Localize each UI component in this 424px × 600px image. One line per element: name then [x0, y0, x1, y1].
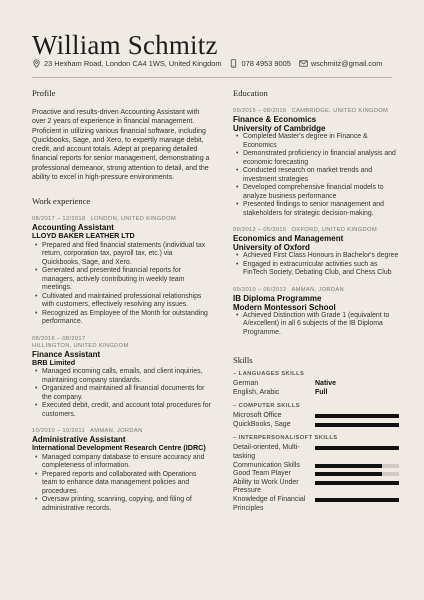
work-location: AMMAN, JORDAN [90, 428, 143, 435]
skill-row [233, 462, 403, 471]
skill-bar [315, 464, 399, 468]
skill-bar-fill [315, 498, 399, 502]
work-location: LONDON, UNITED KINGDOM [90, 216, 176, 223]
candidate-name: William Schmitz [32, 30, 218, 60]
work-bullets [32, 242, 212, 327]
list-item: • Executed debit, credit, and account total procedures for customers. [32, 402, 212, 419]
edu-degree: IB Diploma Programme [233, 293, 322, 303]
work-entry [32, 216, 212, 327]
skill-bar-fill [315, 414, 399, 418]
work-dates: 10/2010 – 10/2011 [32, 428, 86, 435]
work-org: BRB Limited [32, 357, 76, 367]
skill-bar [315, 414, 399, 418]
list-item: • Oversaw printing, scanning, copying, and filing of administrative records. [32, 496, 212, 513]
work-role: Finance Assistant [32, 349, 101, 359]
edu-dates: 09/2015 – 08/2016 [233, 108, 287, 114]
computer-head: – COMPUTER SKILLS [233, 403, 301, 410]
skill-row [233, 496, 403, 513]
interpersonal-head: – INTERPERSONAL/SOFT SKILLS [233, 435, 338, 442]
list-item: • Achieved First Class Honours in Bachelor's degree [233, 252, 403, 261]
edu-bullets [233, 312, 403, 338]
work-meta [32, 428, 212, 434]
skill-row [233, 389, 403, 398]
work-entry [32, 428, 212, 513]
email-item[interactable] [299, 59, 383, 68]
edu-bullets [233, 252, 403, 278]
edu-school: University of Cambridge [233, 124, 326, 133]
left-column [32, 88, 212, 522]
skill-label: Ability to Work Under Pressure [233, 478, 299, 495]
address-item [32, 59, 221, 68]
work-location: HILLINGTON, UNITED KINGDOM [32, 342, 129, 349]
work-dates: 08/2017 – 12/2018 [32, 216, 86, 223]
location-pin-icon [32, 59, 41, 68]
skill-row [233, 421, 403, 430]
skill-bar-fill [315, 446, 399, 450]
right-column [233, 88, 403, 513]
skill-label: QuickBooks, Sage [233, 420, 291, 428]
list-item: • Achieved Distinction with Grade 1 (equivalent to A/excellent) in all 6 subjects of the IB Diploma Programme. [233, 312, 403, 338]
skill-bar-fill [315, 423, 399, 427]
education-title: Education [233, 88, 268, 98]
skill-row [233, 412, 403, 421]
skill-row [233, 380, 403, 389]
envelope-icon [299, 59, 308, 68]
list-item: • Prepared and filed financial statements (individual tax return, corporation tax, payroll tax, etc.) via Quickbooks, Sage, and Xero. [32, 242, 212, 268]
work-org: International Development Research Centre (IDRC) [32, 443, 206, 453]
education-entry [233, 227, 403, 278]
skill-bar [315, 472, 399, 476]
list-item: • Organized and maintained all financial documents for the company. [32, 385, 212, 402]
work-title: Work experience [32, 196, 91, 207]
edu-meta [233, 108, 403, 114]
skill-bar [315, 446, 399, 450]
edu-bullets [233, 133, 403, 218]
contact-line [32, 59, 390, 68]
list-item: • Managed incoming calls, emails, and client inquiries, maintaining company standards. [32, 368, 212, 385]
skill-bar-fill [315, 472, 382, 476]
skill-row [233, 444, 403, 461]
skill-level-text: Native [315, 380, 337, 387]
list-item: • Conducted research on market trends and investment strategies [233, 167, 403, 184]
education-entry [233, 108, 403, 218]
skill-bar-fill [315, 481, 399, 485]
work-entry [32, 336, 212, 420]
phone-icon [229, 59, 238, 68]
skill-label: Detail-oriented, Multi-tasking [233, 444, 300, 460]
skill-label: Good Team Player [233, 470, 291, 478]
list-item: • Generated and presented financial reports for managers, actively contributing in weekly team meetings. [32, 267, 212, 293]
header-divider [32, 77, 392, 78]
list-item: • Developed comprehensive financial models to analyze business performance [233, 184, 403, 201]
phone-item [229, 59, 290, 68]
profile-title: Profile [32, 88, 56, 98]
work-role: Administrative Assistant [32, 435, 126, 445]
edu-school: Modern Montessori School [233, 302, 336, 312]
skill-bar [315, 498, 399, 502]
work-bullets [32, 454, 212, 514]
address-text: 23 Hexham Road, London CA4 1WS, United Kingdom [44, 59, 222, 68]
edu-location: AMMAN, JORDAN [291, 286, 344, 293]
edu-dates: 09/2010 – 06/2012 [233, 286, 287, 293]
edu-location: OXFORD, UNITED KINGDOM [291, 227, 377, 233]
skill-bar [315, 423, 399, 427]
skill-label: English, Arabic [233, 388, 280, 396]
skill-bar-fill [315, 464, 382, 468]
work-meta [32, 216, 212, 222]
edu-meta [233, 227, 403, 233]
email-text[interactable]: wschmitz@gmail.com [310, 59, 383, 68]
skill-label: German [233, 380, 259, 387]
work-org: LLOYD BAKER LEATHER LTD [32, 231, 135, 241]
list-item: • Completed Master's degree in Finance & Economics [233, 133, 403, 150]
list-item: • Prepared reports and collaborated with Operations team to enhance data management policies and procedures. [32, 471, 212, 497]
edu-degree: Finance & Economics [233, 115, 317, 124]
work-role: Accounting Assistant [32, 223, 114, 233]
skill-bar [315, 481, 399, 485]
skill-label: Microsoft Office [233, 412, 282, 420]
edu-location: CAMBRIDGE, UNITED KINGDOM [291, 108, 389, 114]
list-item: • Engaged in extracurricular activities such as FinTech Society, Debating Club, and Chess Club [233, 261, 403, 278]
skill-label: Communication Skills [233, 461, 300, 469]
list-item: • Recognized as Employee of the Month for outstanding performance. [32, 310, 212, 327]
edu-dates: 09/2012 – 05/2015 [233, 227, 287, 233]
list-item: • Cultivated and maintained professional relationships with customers, effectively resolving any issues. [32, 293, 212, 310]
skill-label: Knowledge of Financial Principles [233, 495, 306, 512]
phone-text: 078 4953 9005 [241, 59, 291, 68]
education-entry [233, 287, 403, 338]
skill-row [233, 470, 403, 479]
profile-text: Proactive and results-driven Accounting Assistant with over 2 years of experience in financial management. Proficient in utilizing various financial software, including Quickbooks, Sage, and Xero, to expertly manage debit, credit, and account totals. Adept at preparing detailed financial reports for senior management, demonstrating a professional demeanor, strong attention to detail, and the ability to excel in high-pressure environments. [32, 109, 210, 182]
work-bullets [32, 368, 212, 419]
edu-meta [233, 287, 403, 293]
skill-level-text: Full [315, 388, 328, 396]
languages-head: – LANGUAGES SKILLS [233, 371, 305, 377]
list-item: • Managed company database to ensure accuracy and completeness of information. [32, 454, 212, 471]
work-dates: 08/2016 – 08/2017 [32, 335, 86, 342]
skill-row [233, 479, 403, 496]
list-item: • Demonstrated proficiency in financial analysis and economic forecasting [233, 150, 403, 167]
list-item: • Presented findings to senior management and stakeholders for strategic decision-making. [233, 201, 403, 218]
skills-title: Skills [233, 355, 253, 365]
edu-school: University of Oxford [233, 243, 310, 252]
edu-degree: Economics and Management [233, 234, 344, 243]
